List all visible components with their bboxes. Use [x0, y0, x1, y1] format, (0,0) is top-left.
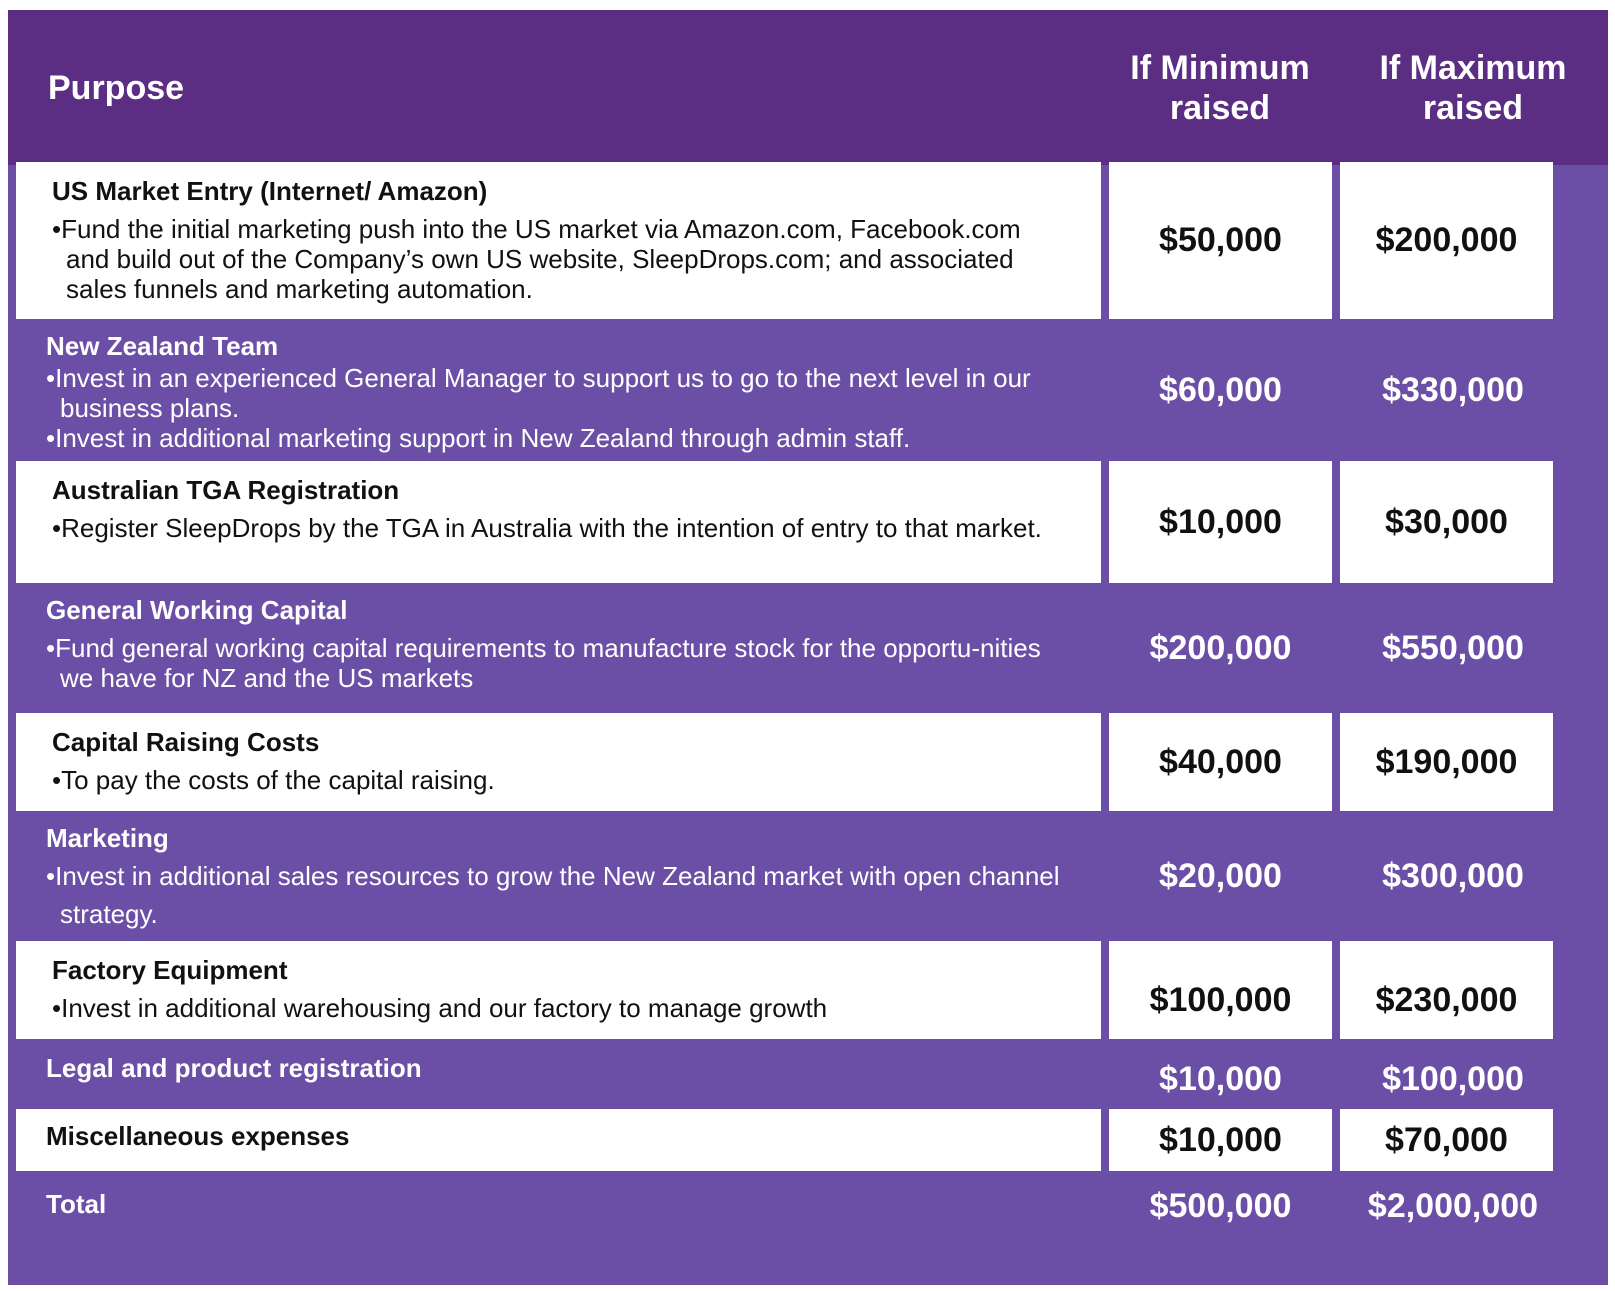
header-min-raised: If Minimum raised [1130, 49, 1310, 127]
row-title: Miscellaneous expenses [46, 1121, 350, 1151]
min-amount: $100,000 [1109, 941, 1332, 1039]
total-label: Total [46, 1189, 107, 1219]
row-bullet: •Invest in additional warehousing and our factory to manage growth [52, 993, 828, 1023]
min-amount: $200,000 [1149, 628, 1292, 667]
row-title: Legal and product registration [46, 1053, 422, 1083]
purpose-cell [8, 811, 1103, 941]
row-bullet: •Invest in additional marketing support in New Zealand through admin staff. [46, 423, 911, 453]
use-of-funds-table [8, 10, 1608, 1285]
max-amount: $190,000 [1340, 713, 1553, 811]
max-amount: $70,000 [1340, 1109, 1553, 1171]
row-title: Marketing [46, 823, 169, 853]
max-amount: $100,000 [1382, 1059, 1524, 1098]
purpose-cell [16, 941, 1101, 1039]
purpose-cell [16, 1109, 1101, 1171]
row-bullet: •Fund general working capital requirements to manufacture stock for the opportu-nities we have for NZ and the US markets [46, 633, 1041, 693]
max-amount: $230,000 [1340, 941, 1553, 1039]
row-bullet: •Invest in an experienced General Manager to support us to go to the next level in our business plans. [46, 363, 1031, 423]
purpose-cell [16, 713, 1101, 811]
row-bullet: •Invest in additional sales resources to grow the New Zealand market with open channel strategy. [46, 861, 1060, 929]
min-amount: $20,000 [1159, 856, 1282, 895]
max-amount: $200,000 [1340, 162, 1553, 319]
row-bullet: •To pay the costs of the capital raising. [52, 765, 495, 795]
max-amount: $330,000 [1382, 370, 1524, 409]
purpose-cell [16, 162, 1101, 319]
purpose-cell [8, 319, 1103, 461]
min-amount: $10,000 [1159, 1059, 1282, 1098]
purpose-cell [8, 583, 1103, 713]
row-title: New Zealand Team [46, 331, 279, 361]
min-amount: $60,000 [1159, 370, 1282, 409]
row-title: Factory Equipment [52, 955, 288, 985]
total-min-amount: $500,000 [1149, 1186, 1292, 1225]
purpose-cell [16, 461, 1101, 583]
total-max-amount: $2,000,000 [1367, 1186, 1539, 1225]
max-amount: $550,000 [1382, 628, 1524, 667]
row-title: General Working Capital [46, 595, 348, 625]
header-purpose: Purpose [48, 69, 185, 107]
row-title: Australian TGA Registration [52, 475, 400, 505]
purpose-cell [8, 1039, 1103, 1109]
min-amount: $50,000 [1109, 162, 1332, 319]
row-bullet: •Fund the initial marketing push into the US market via Amazon.com, Facebook.com and build out of the Company’s own US website, SleepDrops.com; and associated sales funnels and marketing automation. [52, 214, 1021, 304]
row-title: Capital Raising Costs [52, 727, 320, 757]
min-amount: $10,000 [1109, 461, 1332, 583]
min-amount: $10,000 [1109, 1109, 1332, 1171]
row-bullet: •Register SleepDrops by the TGA in Australia with the intention of entry to that market. [52, 513, 1042, 543]
header-max-raised: If Maximum raised [1379, 49, 1567, 127]
min-amount: $40,000 [1109, 713, 1332, 811]
max-amount: $30,000 [1340, 461, 1553, 583]
total-cell [8, 1171, 1103, 1241]
row-title: US Market Entry (Internet/ Amazon) [52, 176, 488, 206]
max-amount: $300,000 [1382, 856, 1524, 895]
